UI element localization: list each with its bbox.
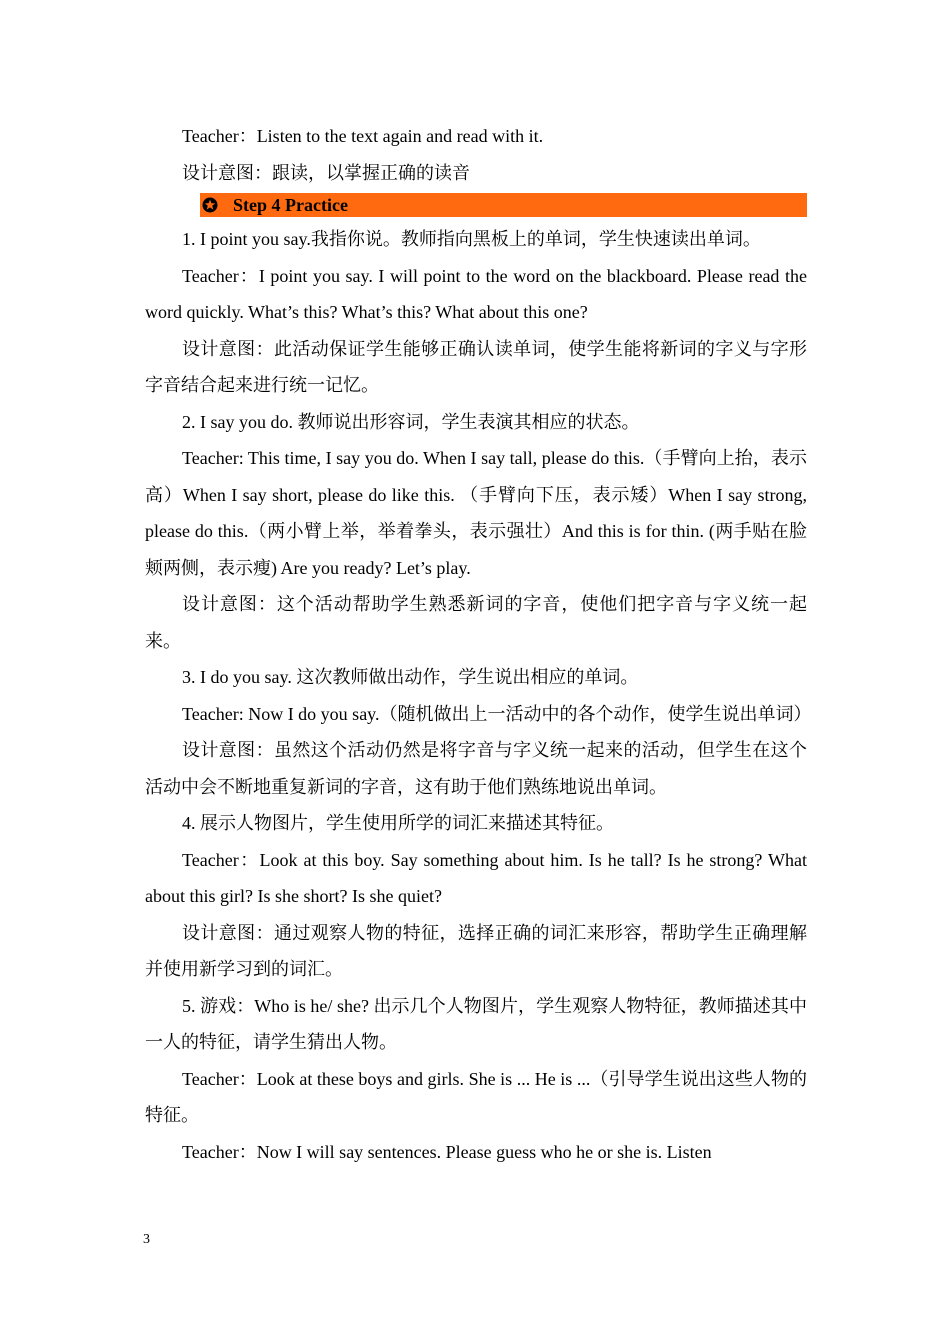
paragraph: Teacher：Now I will say sentences. Please guess who he or she is. Listen [182,1141,712,1162]
paragraph: 设计意图：通过观察人物的特征，选择正确的词汇来形容，帮助学生正确理解并使用新学习到的词汇。 [145,922,807,979]
paragraph: 3. I do you say. 这次教师做出动作，学生说出相应的单词。 [182,667,639,687]
paragraph: Teacher: Now I do you say.（随机做出上一活动中的各个动作，使学生说出单词） [182,703,812,724]
page-number: 3 [143,1232,150,1247]
paragraph: 5. 游戏：Who is he/ she? 出示几个人物图片，学生观察人物特征，教师描述其中一人的特征，请学生猜出人物。 [145,995,807,1052]
paragraph: 设计意图：此活动保证学生能够正确认读单词，使学生能将新词的字义与字形字音结合起来进行统一记忆。 [145,338,807,395]
paragraph: 2. I say you do. 教师说出形容词，学生表演其相应的状态。 [182,411,640,432]
paragraph: 设计意图：这个活动帮助学生熟悉新词的字音，使他们把字音与字义统一起来。 [145,594,807,651]
paragraph: Teacher：Look at this boy. Say something about him. Is he tall? Is he strong? What about this girl? Is she short? Is she quiet? [145,849,807,906]
paragraph: 设计意图：跟读，以掌握正确的读音 [182,162,470,183]
paragraph: Teacher：I point you say. I will point to the word on the blackboard. Please read the word quickly. What’s this? What’s this? What about this one? [145,265,807,322]
step-heading-bar [200,193,807,217]
paragraph: Teacher：Look at these boys and girls. She is ... He is ...（引导学生说出这些人物的特征。 [145,1068,807,1125]
paragraph: Teacher：Listen to the text again and read with it. [182,126,544,146]
paragraph: 设计意图：虽然这个活动仍然是将字音与字义统一起来的活动，但学生在这个活动中会不断地重复新词的字音，这有助于他们熟练地说出单词。 [145,740,807,797]
step-heading-label: Step 4 Practice [233,195,348,215]
paragraph: 1. I point you say.我指你说。教师指向黑板上的单词，学生快速读出单词。 [182,229,761,249]
star-circle-icon [202,197,218,213]
paragraph: 4. 展示人物图片，学生使用所学的词汇来描述其特征。 [182,813,614,833]
paragraph: Teacher: This time, I say you do. When I say tall, please do this.（手臂向上抬，表示高）When I say short, please do like this. （手臂向下压，表示矮）When I say strong, please do this.（两小臂上举，举着拳头，表示强壮）And this is for thin. (两手贴在脸颊两侧，表示瘦) Are you ready? Let’s play. [145,448,807,578]
page-content [145,118,812,1170]
